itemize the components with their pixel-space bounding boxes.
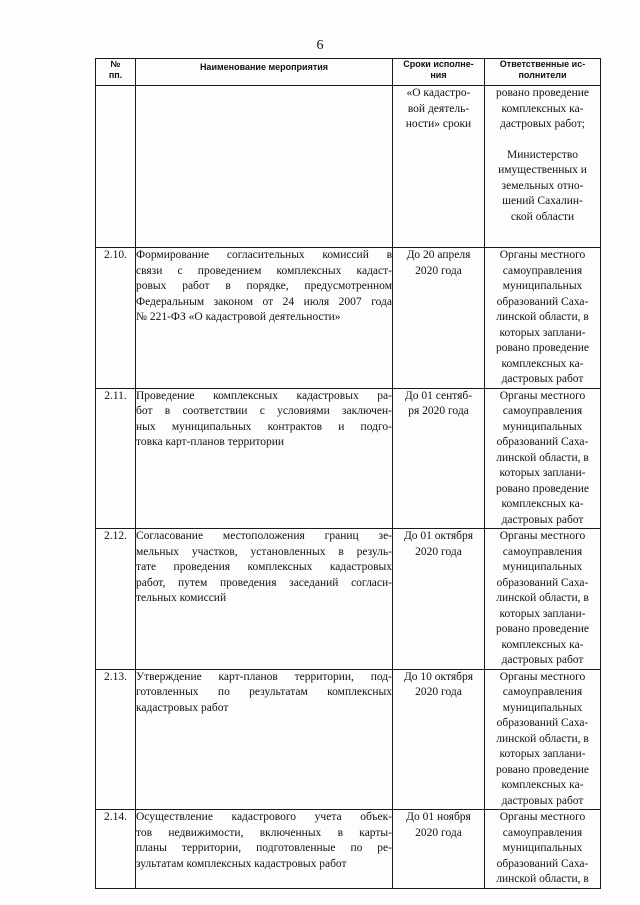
deadline-line: 2020 года [415,686,462,698]
activity-line: мельных участков, установленных в резуль- [136,545,392,558]
activity-line: Утверждение карт-планов территории, под- [136,670,392,683]
responsible-line: Министерство [507,148,578,161]
responsible-line: Органы местного [499,530,586,542]
header-responsible-line: Ответственные ис- [499,59,586,69]
responsible-line: линской области, в [496,732,589,745]
responsible-cell [485,248,601,389]
header-number [96,59,136,86]
table-row [96,810,601,889]
activity-line: кадастровых работ [136,701,229,714]
responsible-line: линской области, в [496,873,589,885]
row-number-cell: 2.10. [96,248,136,389]
responsible-line: образований Саха- [496,436,589,448]
responsible-line: Органы местного [499,249,586,261]
activity-cell [136,529,393,670]
responsible-cell [485,529,601,670]
responsible-line: линской области, в [496,311,589,323]
responsible-line: комплексных ка- [501,779,584,791]
responsible-line: муниципальных [502,420,583,433]
deadline-line: До 01 ноября [406,811,471,823]
responsible-line: земельных отно- [501,179,584,192]
header-responsible [485,59,601,86]
header-activity-name [136,59,393,86]
responsible-line: муниципальных [502,842,583,854]
responsible-line: дастровых работ [501,513,584,526]
responsible-line: самоуправления [502,264,583,277]
responsible-line: которых заплани- [499,467,586,479]
responsible-line: линской области, в [496,592,589,604]
responsible-line: ровано проведение [496,763,589,776]
activity-line: ровых работ в порядке, предусмотренном [136,280,392,292]
activity-cell [136,248,393,389]
activity-line: № 221-ФЗ «О кадастровой деятельности» [136,311,341,323]
deadline-line: «О кадастро- [406,87,471,99]
activity-cell [136,388,393,529]
row-number-cell: 2.14. [96,810,136,889]
activity-cell [136,810,393,889]
activity-cell [136,669,393,810]
deadline-cell [393,248,485,389]
activity-line: связи с проведением комплексных кадаст- [136,264,392,277]
responsible-line: Органы местного [499,389,586,402]
responsible-line: которых заплани- [499,607,586,620]
responsible-line: самоуправления [502,686,583,698]
activity-line: ных муниципальных контрактов и подго- [136,420,392,433]
activity-line: тов недвижимости, включенных в карты- [136,826,392,839]
deadline-line: вой деятель- [407,102,470,115]
responsible-line: самоуправления [502,545,583,558]
responsible-line: которых заплани- [499,748,586,760]
deadline-cell [393,86,485,248]
deadline-cell [393,810,485,889]
deadline-line: ности» сроки [405,118,472,130]
responsible-line: муниципальных [502,561,583,573]
responsible-line: ровано проведение [496,87,589,99]
responsible-line: Органы местного [499,811,586,823]
responsible-cell [485,810,601,889]
deadline-line: 2020 года [415,264,462,277]
deadline-line: До 10 октября [403,670,474,683]
activity-line: товка карт-планов территории [136,436,285,448]
responsible-line: шений Сахалин- [502,195,583,207]
activity-line: готовленных по результатам комплексных [136,686,392,698]
deadline-cell [393,388,485,529]
responsible-line: дастровых работ; [499,118,586,130]
header-responsible-line: полнители [518,70,567,80]
row-number-cell: 2.11. [96,388,136,529]
activity-line: зультатам комплексных кадастровых работ [136,857,347,870]
responsible-line: образований Саха- [496,295,589,308]
activity-line: работ, путем проведения заседаний согласи- [136,576,392,589]
responsible-line: дастровых работ [501,654,584,666]
table-header-row [96,59,601,86]
header-deadline-line: ния [430,70,447,80]
responsible-line: комплексных ка- [501,102,584,115]
deadline-line: 2020 года [415,545,462,558]
header-activity-line: Наименование мероприятия [199,62,329,72]
activity-line: Согласование местоположения границ зе- [136,530,392,542]
deadline-line: ря 2020 года [408,405,469,417]
activity-cell [136,86,393,248]
responsible-spacer [485,133,600,148]
responsible-line: комплексных ка- [501,638,584,651]
header-number-line: пп. [108,70,123,80]
deadline-cell [393,669,485,810]
responsible-cell [485,86,601,248]
deadline-line: 2020 года [415,826,462,839]
responsible-line: самоуправления [502,826,583,839]
activity-line: Проведение комплексных кадастровых ра- [136,389,392,402]
header-number-line: № [110,59,121,69]
activity-line: тельных комиссий [136,592,227,604]
responsible-line: ровано проведение [496,623,589,635]
page-number: 6 [316,38,324,53]
table-row [96,248,601,389]
responsible-line: имущественных и [498,164,587,176]
responsible-line: комплексных ка- [501,498,584,510]
row-number-cell [96,86,136,248]
responsible-line: муниципальных [502,701,583,714]
header-deadline-line: Сроки исполне- [403,59,474,69]
responsible-line: самоуправления [502,405,583,417]
table-row [96,669,601,810]
activity-line: Федеральным законом от 24 июля 2007 года [136,295,392,308]
activity-line: тате проведения комплексных кадастровых [136,561,392,573]
activity-line: Осуществление кадастрового учета объек- [136,811,392,823]
responsible-line: образований Саха- [496,857,589,870]
responsible-line: которых заплани- [499,326,586,339]
row-number-cell: 2.13. [96,669,136,810]
deadline-cell [393,529,485,670]
responsible-cell [485,669,601,810]
responsible-line: муниципальных [502,280,583,292]
responsible-line: ровано проведение [496,342,589,354]
activity-line: планы территории, подготовленные по ре- [136,842,392,854]
responsible-line: образований Саха- [496,717,589,729]
responsible-line: дастровых работ [501,373,584,385]
responsible-line: комплексных ка- [501,357,584,370]
responsible-line: Органы местного [499,670,586,683]
deadline-line: До 01 сентяб- [404,389,473,402]
responsible-line: ской области [510,210,575,223]
responsible-line: ровано проведение [496,482,589,495]
table-row [96,388,601,529]
responsible-line: дастровых работ [501,794,584,807]
table-row [96,529,601,670]
responsible-line: образований Саха- [496,576,589,589]
row-number-cell: 2.12. [96,529,136,670]
table-row-continuation [96,86,601,248]
activity-line: бот в соответствии с условиями заключен- [136,405,392,417]
header-deadline [393,59,485,86]
responsible-cell [485,388,601,529]
activity-line: Формирование согласительных комиссий в [136,249,392,261]
activities-table [95,58,601,889]
deadline-line: До 01 октября [403,530,474,542]
responsible-line: линской области, в [496,451,589,464]
deadline-line: До 20 апреля [406,249,471,261]
